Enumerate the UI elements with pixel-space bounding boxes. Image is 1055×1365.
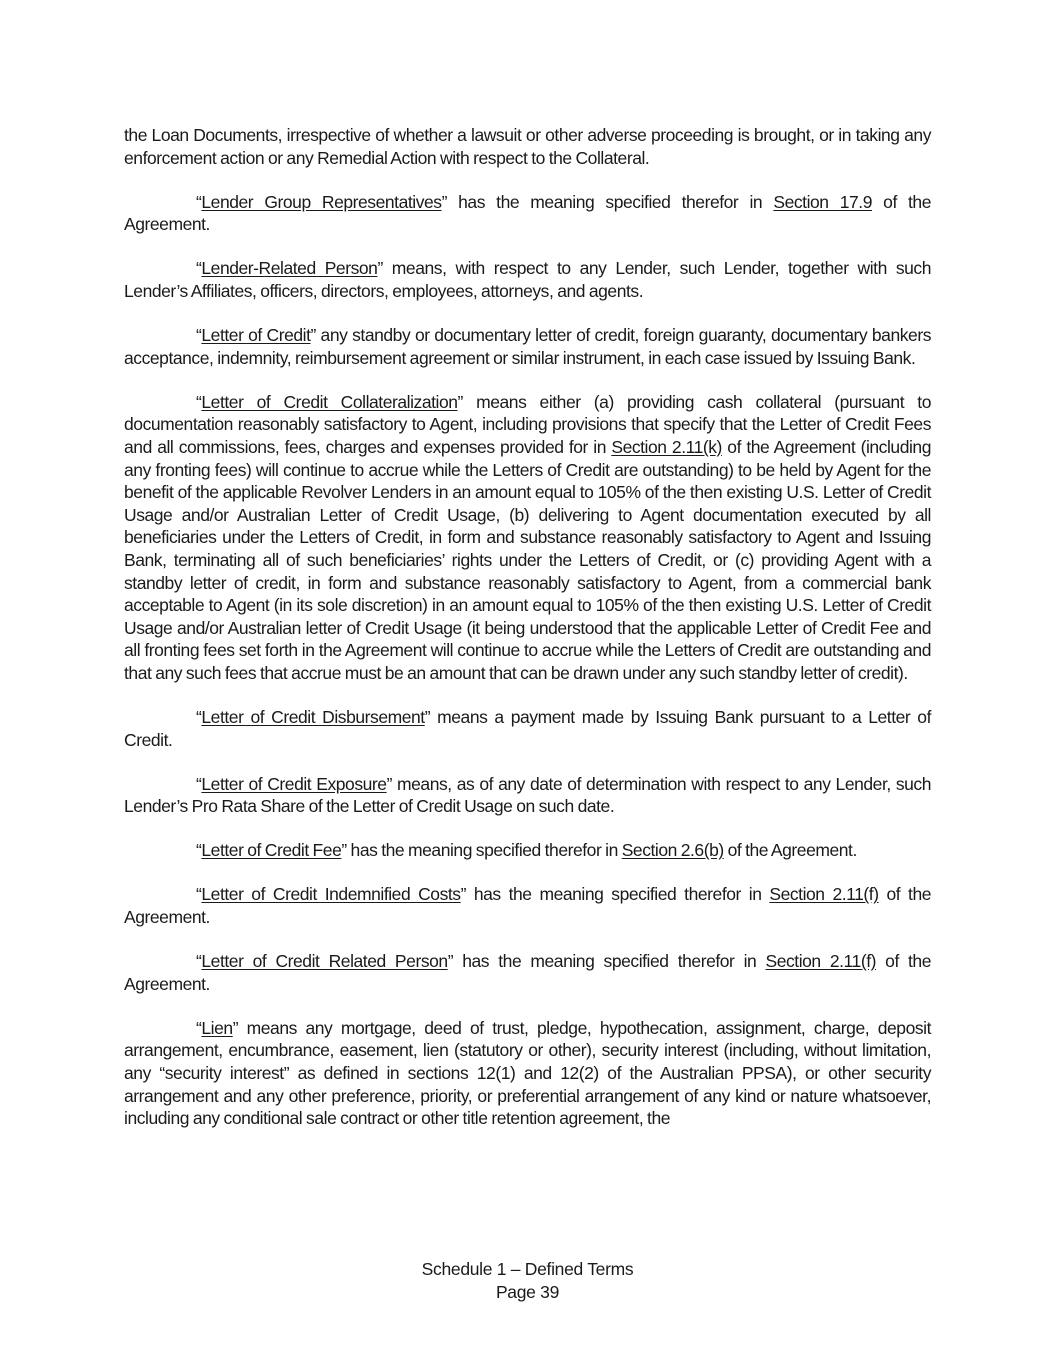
section-reference: Section 2.11(k) (611, 436, 722, 457)
section-reference: Section 2.11(f) (769, 884, 879, 905)
definition-letter-of-credit-collateralization: “Letter of Credit Collateralization” means either (a) providing cash collateral (pursuant to documentation reasonably satisfactory to Agent, including provisions that specify that the Letter of Credit Fees and all commissions, fees, charges and expenses provided for in Section 2.11(k) of the Agreement (including any fronting fees) will continue to accrue while the Letters of Credit are outstanding) to be held by Agent for the benefit of the applicable Revolver Lenders in an amount equal to 105% of the then existing U.S. Letter of Credit Usage and/or Australian Letter of Credit Usage, (b) delivering to Agent documentation executed by all beneficiaries under the Letters of Credit, in form and substance reasonably satisfactory to Agent and Issuing Bank, terminating all of such beneficiaries’ rights under the Letters of Credit, or (c) providing Agent with a standby letter of credit, in form and substance reasonably satisfactory to Agent, from a commercial bank acceptable to Agent (in its sole discretion) in an amount equal to 105% of the then existing U.S. Letter of Credit Usage and/or Australian letter of Credit Usage (it being understood that the applicable Letter of Credit Fee and all fronting fees set forth in the Agreement will continue to accrue while the Letters of Credit are outstanding and that any such fees that accrue must be an amount that can be drawn under any such standby letter of credit). (124, 391, 931, 683)
definition-lender-related-person: “Lender-Related Person” means, with respect to any Lender, such Lender, together with such Lender’s Affiliates, officers, directors, employees, attorneys, and agents. (124, 258, 932, 301)
defined-term: Letter of Credit Disbursement (201, 706, 425, 727)
section-reference: Section 2.6(b) (621, 840, 724, 861)
defined-term: Letter of Credit Exposure (201, 773, 387, 794)
section-reference: Section 17.9 (773, 191, 872, 212)
definition-letter-of-credit: “Letter of Credit” any standby or documentary letter of credit, foreign guaranty, documentary bankers acceptance, indemnity, reimbursement agreement or similar instrument, in each case issued by Issuing Bank. (124, 325, 931, 368)
document-body (124, 124, 931, 1151)
defined-term: Lender Group Representatives (201, 191, 442, 212)
page-footer (0, 1258, 1055, 1303)
definition-letter-of-credit-exposure: “Letter of Credit Exposure” means, as of any date of determination with respect to any Lender, such Lender’s Pro Rata Share of the Letter of Credit Usage on such date. (124, 773, 931, 817)
defined-term: Letter of Credit Collateralization (201, 391, 458, 412)
definition-letter-of-credit-indemnified-costs: “Letter of Credit Indemnified Costs” has the meaning specified therefor in Section 2.11(f) of the Agreement. (124, 884, 932, 928)
definition-letter-of-credit-disbursement: “Letter of Credit Disbursement” means a payment made by Issuing Bank pursuant to a Letter of Credit. (124, 706, 932, 750)
defined-term: Letter of Credit (201, 325, 311, 346)
defined-term: Lender-Related Person (201, 258, 378, 279)
defined-term: Lien (201, 1017, 233, 1038)
defined-term: Letter of Credit Fee (201, 840, 342, 861)
paragraph-continuation: the Loan Documents, irrespective of whether a lawsuit or other adverse proceeding is brought, or in taking any enforcement action or any Remedial Action with respect to the Collateral. (124, 125, 931, 168)
footer-schedule-title: Schedule 1 – Defined Terms (421, 1259, 634, 1279)
defined-term: Letter of Credit Related Person (201, 951, 448, 972)
defined-term: Letter of Credit Indemnified Costs (201, 884, 461, 905)
definition-lien: “Lien” means any mortgage, deed of trust, pledge, hypothecation, assignment, charge, deposit arrangement, encumbrance, easement, lien (statutory or other), security interest (including, without limitation, any “security interest” as defined in sections 12(1) and 12(2) of the Australian PPSA), or other security arrangement and any other preference, priority, or preferential arrangement of any kind or nature whatsoever, including any conditional sale contract or other title retention agreement, the (124, 1017, 931, 1129)
section-reference: Section 2.11(f) (765, 951, 876, 972)
definition-letter-of-credit-related-person: “Letter of Credit Related Person” has the meaning specified therefor in Section 2.11(f) of the Agreement. (124, 951, 931, 994)
definition-letter-of-credit-fee: “Letter of Credit Fee” has the meaning specified therefor in Section 2.6(b) of the Agreement. (196, 840, 857, 861)
footer-page-number: Page 39 (495, 1281, 560, 1302)
definition-lender-group-representatives: “Lender Group Representatives” has the meaning specified therefor in Section 17.9 of the Agreement. (124, 191, 931, 235)
